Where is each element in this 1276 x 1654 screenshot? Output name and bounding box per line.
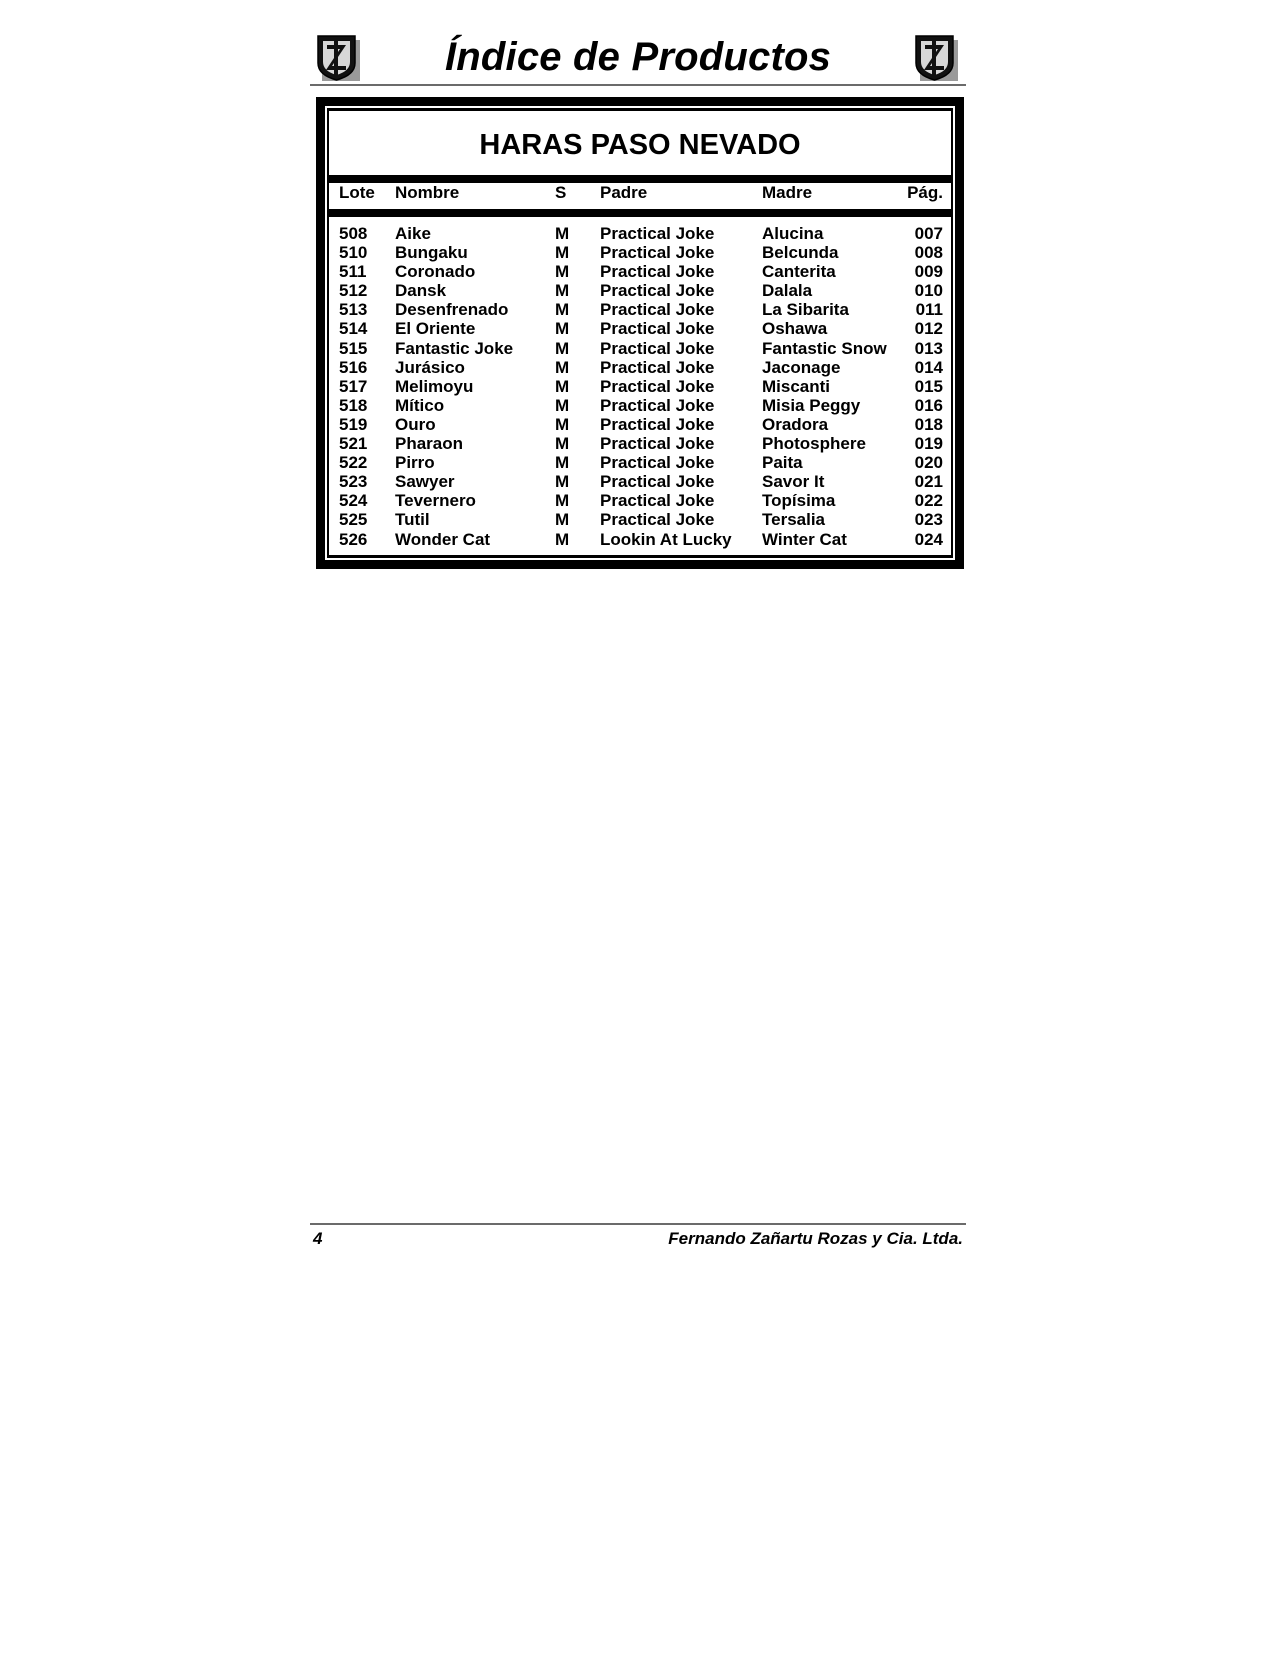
cell-pagina: 012 <box>914 319 943 339</box>
table-row <box>329 319 951 338</box>
cell-padre: Practical Joke <box>600 472 715 492</box>
cell-nombre: Sawyer <box>395 472 455 492</box>
cell-padre: Practical Joke <box>600 376 715 396</box>
cell-sexo: M <box>555 510 570 530</box>
cell-nombre: Wonder Cat <box>395 529 491 549</box>
table-header-row <box>329 183 951 207</box>
company-name: Fernando Zañartu Rozas y Cia. Ltda. <box>668 1229 963 1248</box>
cell-lote: 522 <box>339 453 368 473</box>
cell-nombre: Coronado <box>395 262 476 282</box>
table-row <box>329 300 951 319</box>
cell-sexo: M <box>555 319 570 339</box>
cell-lote: 511 <box>339 262 367 282</box>
cell-madre: Photosphere <box>762 434 866 454</box>
cell-lote: 516 <box>339 357 368 377</box>
cell-lote: 510 <box>339 243 368 263</box>
cell-nombre: Tevernero <box>395 491 476 511</box>
cell-lote: 517 <box>339 376 368 396</box>
cell-sexo: M <box>555 434 570 454</box>
heading-divider <box>329 175 951 183</box>
cell-sexo: M <box>555 243 570 263</box>
cell-madre: Fantastic Snow <box>762 338 887 358</box>
cell-madre: Tersalia <box>762 510 826 530</box>
table-row <box>329 396 951 415</box>
table-row <box>329 281 951 300</box>
cell-madre: Dalala <box>762 281 813 301</box>
cell-sexo: M <box>555 491 570 511</box>
cell-sexo: M <box>555 281 570 301</box>
cell-padre: Practical Joke <box>600 262 715 282</box>
cell-nombre: Desenfrenado <box>395 300 509 320</box>
cell-padre: Practical Joke <box>600 395 715 415</box>
table-row <box>329 339 951 358</box>
cell-madre: Topísima <box>762 491 836 511</box>
cell-padre: Practical Joke <box>600 338 715 358</box>
cell-lote: 515 <box>339 338 368 358</box>
page-number: 4 <box>313 1229 323 1248</box>
cell-pagina: 020 <box>914 453 943 473</box>
cell-nombre: Dansk <box>395 281 447 301</box>
footer-divider <box>310 1223 966 1225</box>
cell-padre: Practical Joke <box>600 414 715 434</box>
table-row <box>329 530 951 549</box>
cell-lote: 526 <box>339 529 368 549</box>
cell-pagina: 013 <box>914 338 943 358</box>
cell-lote: 521 <box>339 434 368 454</box>
cell-sexo: M <box>555 262 570 282</box>
cell-padre: Practical Joke <box>600 300 715 320</box>
cell-lote: 525 <box>339 510 368 530</box>
table-inner-border <box>327 108 953 558</box>
header-divider-bar <box>329 209 951 217</box>
cell-sexo: M <box>555 529 570 549</box>
cell-madre: Oshawa <box>762 319 828 339</box>
cell-pagina: 016 <box>914 395 943 415</box>
cell-padre: Practical Joke <box>600 319 715 339</box>
cell-nombre: Ouro <box>395 414 436 434</box>
cell-pagina: 021 <box>914 472 943 492</box>
cell-sexo: M <box>555 453 570 473</box>
cell-pagina: 010 <box>914 281 943 301</box>
product-index-table <box>316 97 964 569</box>
column-header-madre: Madre <box>762 183 813 202</box>
cell-pagina: 009 <box>914 262 943 282</box>
table-row <box>329 415 951 434</box>
cell-padre: Practical Joke <box>600 510 715 530</box>
cell-pagina: 024 <box>914 529 943 549</box>
cell-sexo: M <box>555 376 570 396</box>
cell-padre: Practical Joke <box>600 224 715 243</box>
cell-padre: Practical Joke <box>600 491 715 511</box>
cell-pagina: 023 <box>914 510 943 530</box>
cell-pagina: 011 <box>915 300 943 320</box>
cell-lote: 508 <box>339 224 368 243</box>
cell-nombre: Pharaon <box>395 434 464 454</box>
table-body <box>329 224 951 549</box>
table-row <box>329 243 951 262</box>
table-row <box>329 510 951 529</box>
cell-padre: Practical Joke <box>600 453 715 473</box>
column-header-nombre: Nombre <box>395 183 460 202</box>
cell-nombre: El Oriente <box>395 319 476 339</box>
table-row <box>329 358 951 377</box>
cell-nombre: Melimoyu <box>395 376 474 396</box>
table-row <box>329 377 951 396</box>
cell-madre: Miscanti <box>762 376 831 396</box>
cell-madre: Savor It <box>762 472 825 492</box>
cell-nombre: Tutil <box>395 510 430 530</box>
header-divider <box>310 84 966 86</box>
cell-pagina: 018 <box>914 414 943 434</box>
cell-pagina: 007 <box>914 224 943 243</box>
cell-madre: Jaconage <box>762 357 841 377</box>
cell-nombre: Jurásico <box>395 357 465 377</box>
cell-pagina: 022 <box>914 491 943 511</box>
column-header-padre: Padre <box>600 183 648 202</box>
cell-madre: Winter Cat <box>762 529 847 549</box>
cell-madre: Alucina <box>762 224 824 243</box>
cell-pagina: 019 <box>914 434 943 454</box>
table-row <box>329 434 951 453</box>
cell-padre: Practical Joke <box>600 243 715 263</box>
cell-padre: Practical Joke <box>600 281 715 301</box>
zr-logo-icon <box>913 33 961 83</box>
cell-lote: 524 <box>339 491 368 511</box>
cell-madre: La Sibarita <box>762 300 849 320</box>
cell-lote: 513 <box>339 300 368 320</box>
cell-lote: 514 <box>339 319 368 339</box>
cell-nombre: Pirro <box>395 453 435 473</box>
cell-madre: Paita <box>762 453 803 473</box>
cell-padre: Practical Joke <box>600 434 715 454</box>
cell-madre: Canterita <box>762 262 836 282</box>
cell-lote: 518 <box>339 395 368 415</box>
cell-nombre: Mítico <box>395 395 445 415</box>
cell-madre: Belcunda <box>762 243 839 263</box>
cell-lote: 512 <box>339 281 368 301</box>
cell-sexo: M <box>555 472 570 492</box>
cell-pagina: 014 <box>914 357 943 377</box>
cell-sexo: M <box>555 414 570 434</box>
cell-sexo: M <box>555 357 570 377</box>
table-row <box>329 491 951 510</box>
cell-pagina: 015 <box>914 376 943 396</box>
cell-sexo: M <box>555 300 570 320</box>
column-header-pagina: Pág. <box>907 183 943 202</box>
cell-lote: 523 <box>339 472 368 492</box>
section-heading: HARAS PASO NEVADO <box>479 129 801 161</box>
page-title: Índice de Productos <box>444 35 832 79</box>
page-footer <box>310 1223 966 1253</box>
column-header-lote: Lote <box>339 183 375 202</box>
cell-sexo: M <box>555 395 570 415</box>
cell-padre: Practical Joke <box>600 357 715 377</box>
cell-nombre: Fantastic Joke <box>395 338 514 358</box>
cell-nombre: Aike <box>395 224 431 243</box>
table-row <box>329 262 951 281</box>
cell-sexo: M <box>555 224 570 243</box>
cell-madre: Misia Peggy <box>762 395 861 415</box>
cell-padre: Lookin At Lucky <box>600 529 732 549</box>
cell-sexo: M <box>555 338 570 358</box>
table-row <box>329 472 951 491</box>
cell-pagina: 008 <box>914 243 943 263</box>
table-row <box>329 453 951 472</box>
cell-nombre: Bungaku <box>395 243 468 263</box>
page-header <box>310 30 966 86</box>
cell-madre: Oradora <box>762 414 829 434</box>
column-header-sexo: S <box>555 183 567 202</box>
table-row <box>329 224 951 243</box>
cell-lote: 519 <box>339 414 368 434</box>
